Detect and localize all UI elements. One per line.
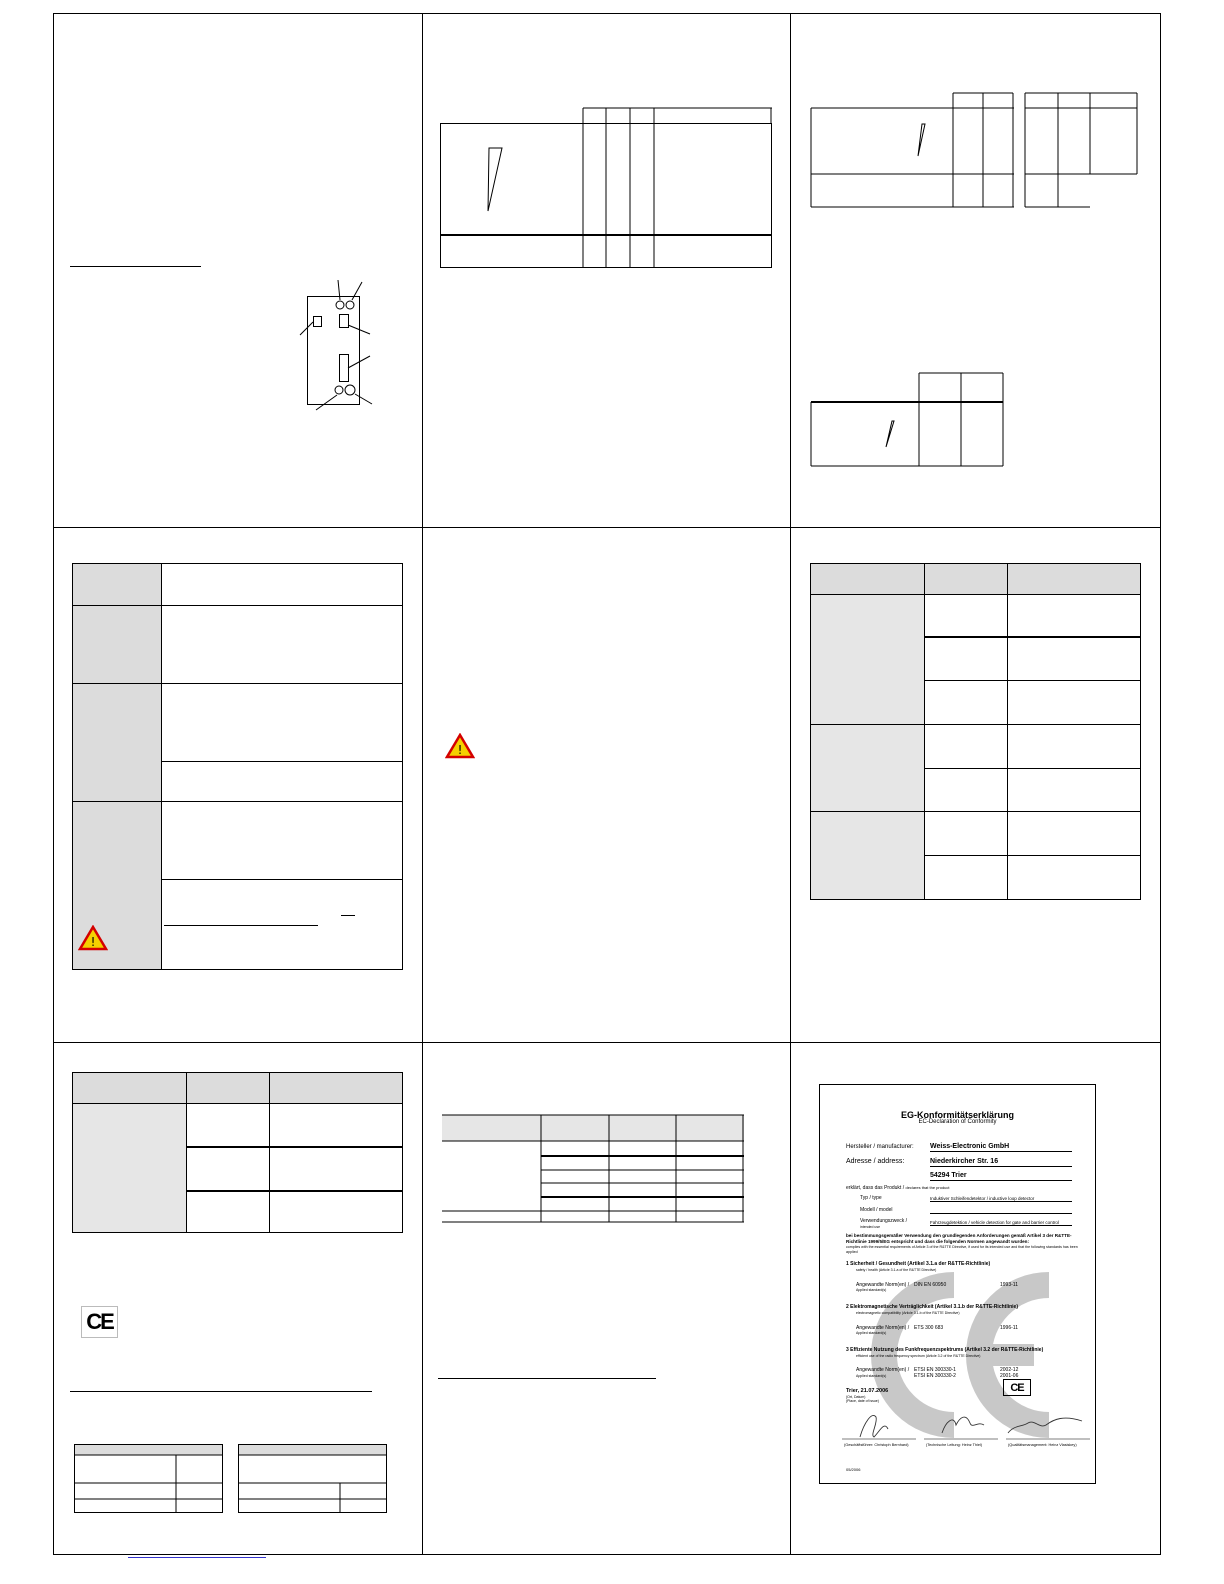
sensitivity-table: [438, 105, 776, 270]
type-label: Typ / type: [860, 1195, 882, 1201]
declaration-ce-mark: CE: [1003, 1379, 1031, 1396]
address-label: Adresse / address:: [846, 1158, 905, 1165]
row-divider: [53, 1042, 1161, 1043]
section-underline: [70, 266, 201, 267]
technical-table: [72, 1072, 403, 1233]
section-underline: [438, 1378, 656, 1379]
section-3-sub: efficient use of the radio frequency spectrum (Article 3.2 of the R&TTE Directive): [856, 1354, 981, 1358]
model-label: Modell / model: [860, 1207, 893, 1213]
norm-label-en-1: Applied standard(s): [856, 1288, 887, 1292]
street-value: Niederkircher Str. 16: [930, 1158, 999, 1165]
section-3-norm-1: ETSI EN 300330-1: [914, 1367, 956, 1373]
dimensions-table: [440, 1112, 748, 1227]
manufacturer-label: Hersteller / manufacturer:: [846, 1144, 914, 1150]
declaration-footer: 05/2006: [846, 1467, 861, 1472]
section-2-date: 1996-11: [1000, 1325, 1018, 1331]
section-3-norm-2: ETSI EN 300330-2: [914, 1373, 956, 1379]
norm-label-en-2: Applied standard(s): [856, 1331, 887, 1335]
norm-label-3: Angewandte Norm(en) /: [856, 1367, 910, 1373]
column-divider: [790, 13, 791, 1555]
warning-icon: [445, 733, 475, 759]
section-1-title: 1 Sicherheit / Gesundheit (Artikel 3.1.a der R&TTE-Richtlinie): [846, 1261, 991, 1267]
place-date: Trier, 21.07.2006: [846, 1388, 889, 1394]
declaration-subtitle: EC-Declaration of Conformity: [918, 1119, 997, 1125]
ce-mark: CE: [81, 1306, 118, 1338]
order-tables: [72, 1441, 392, 1516]
purpose-label-en: intended use: [860, 1225, 881, 1229]
column-divider: [422, 13, 423, 1555]
section-3-title: 3 Effiziente Nutzung des Funkfrequenzspektrums (Artikel 3.2 der R&TTE-Richtlinie): [846, 1347, 1044, 1353]
declares-text: erklärt, dass das Produkt / declares that the product: [846, 1185, 950, 1191]
section-3-date-1: 2002-12: [1000, 1367, 1019, 1373]
svg-text:!: !: [457, 743, 463, 757]
section-underline: [70, 1391, 372, 1392]
function-table: [72, 563, 403, 970]
place-label: (Ort, Datum): [846, 1395, 866, 1399]
section-2-sub: electromagnetic compatibility (Article 3.1.b of the R&TTE Directive): [856, 1311, 960, 1315]
declaration-title: EG-Konformitätserklärung: [900, 1110, 1014, 1120]
hold-time-table: [808, 370, 1008, 470]
signature-3-caption: (Qualitätsmanagement: Heinz Vlasiskey): [1008, 1443, 1077, 1447]
link-underline: [128, 1557, 266, 1558]
city-value: 54294 Trier: [930, 1172, 967, 1179]
place-label-en: (Place, date of issue): [846, 1399, 879, 1403]
purpose-value: Fahrzeugdetektion / vehicle detection for gate and barrier control: [930, 1220, 1059, 1225]
intro-de: bei bestimmungsgemäßer Verwendung den grundlegenden Anforderungen gemäß Artikel 3 der R&TTE-Richtlinie 1999/5/EG entspricht und dass die folgenden Normen angewandt wurden:: [846, 1233, 1072, 1244]
section-3-date-2: 2001-06: [1000, 1373, 1019, 1379]
settings-table: [810, 563, 1141, 900]
signature-1-caption: (Geschäftsführer: Christoph Bernhard): [844, 1443, 909, 1447]
ec-declaration-image: [819, 1084, 1096, 1484]
norm-label-1: Angewandte Norm(en) /: [856, 1282, 910, 1288]
signature-2-caption: (Technische Leitung: Heinz Thiel): [926, 1443, 983, 1447]
norm-label-2: Angewandte Norm(en) /: [856, 1325, 910, 1331]
section-2-title: 2 Elektromagnetische Verträglichkeit (Artikel 3.1.b der R&TTE-Richtlinie): [846, 1304, 1018, 1310]
norm-label-en-3: Applied standard(s): [856, 1374, 887, 1378]
section-2-norm: ETS 300 683: [914, 1325, 944, 1331]
row-divider: [53, 527, 1161, 528]
manufacturer-value: Weiss-Electronic GmbH: [930, 1143, 1010, 1150]
section-1-sub: safety / health (Article 3.1.a of the R&TTE Directive): [856, 1268, 937, 1272]
frequency-table: [808, 88, 1143, 213]
intro-en: complies with the essential requirements of Article 3 of the R&TTE Directive, if used for its intended use and that the following standards has been applied: [846, 1245, 1078, 1254]
section-1-norm: DIN EN 60950: [914, 1282, 947, 1288]
device-front-diagram: [296, 278, 376, 413]
warning-icon: [78, 925, 108, 951]
signatures: [842, 1403, 1092, 1443]
function-table-label-column: [73, 564, 161, 969]
section-1-date: 1993-11: [1000, 1282, 1018, 1288]
purpose-label: Verwendungszweck /: [860, 1218, 907, 1224]
type-value: Induktiver Schleifendetektor / inductive loop detector: [930, 1196, 1035, 1201]
svg-text:!: !: [90, 935, 96, 949]
